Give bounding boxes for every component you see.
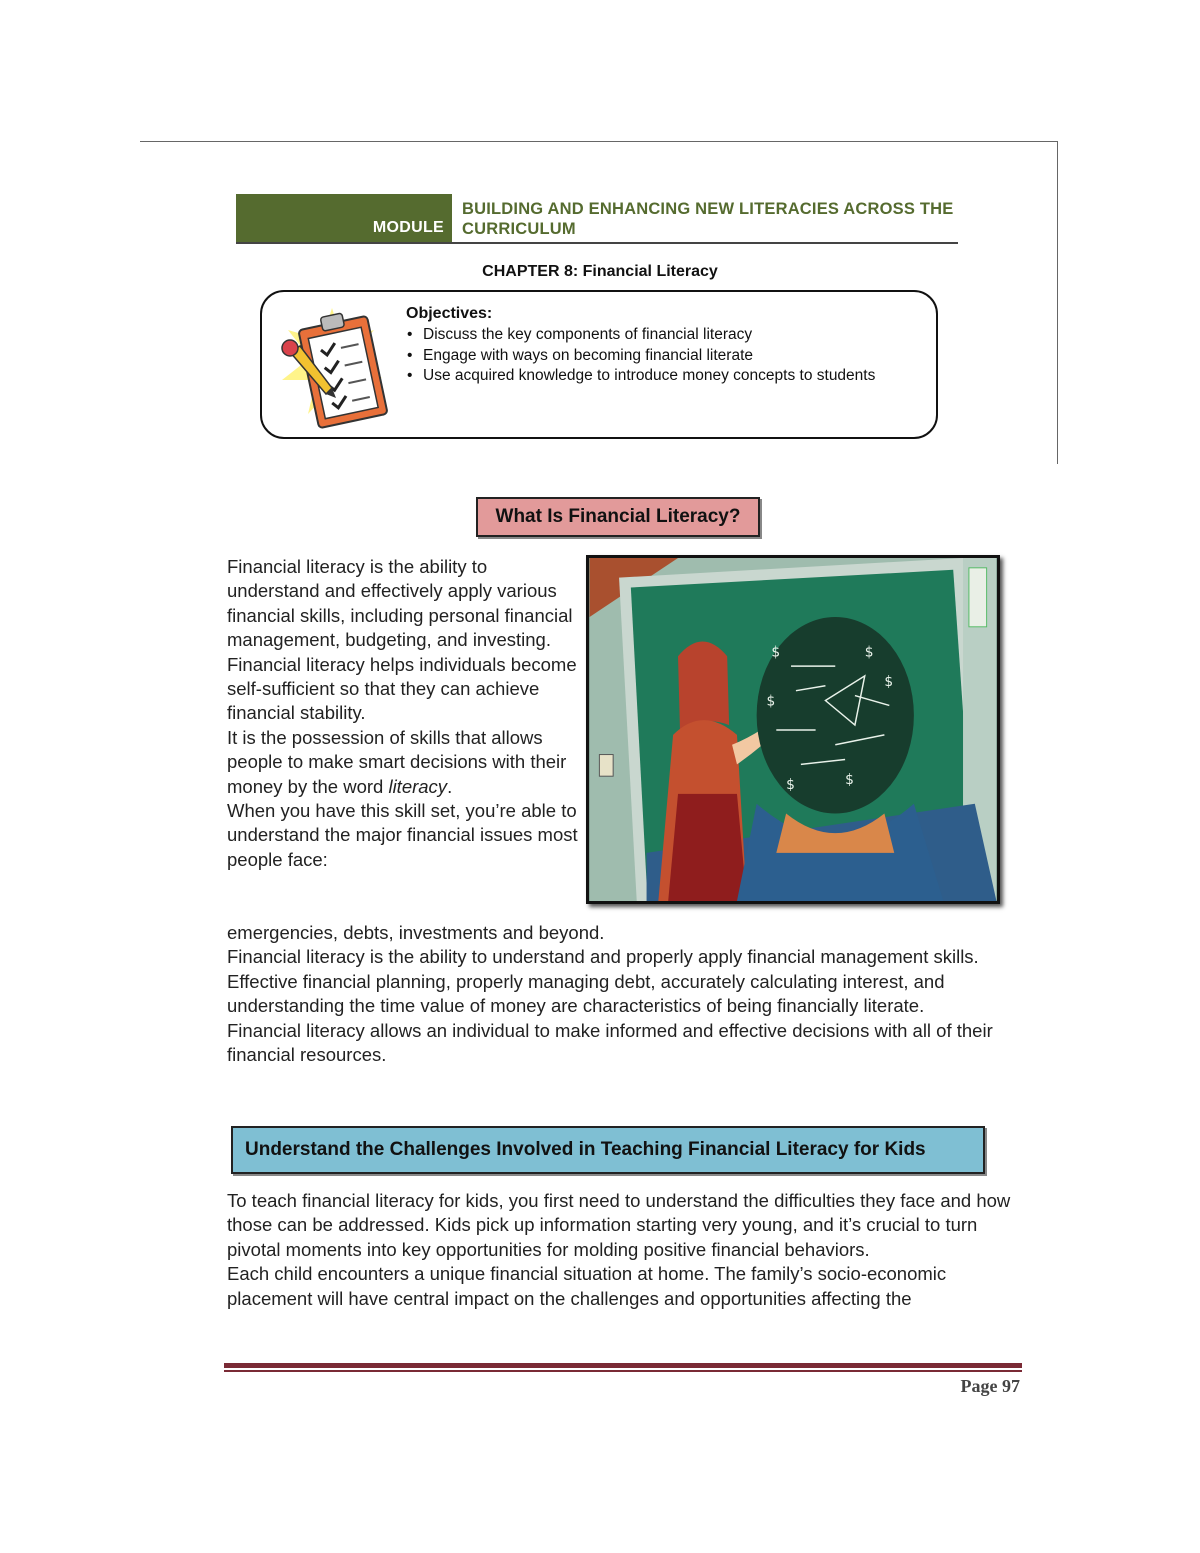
teacher-chalkboard-illustration <box>586 555 1000 904</box>
section-heading-what-is-financial-literacy: What Is Financial Literacy? <box>476 497 760 537</box>
paragraph: To teach financial literacy for kids, you first need to understand the difficulties they face and how those can be addressed. Kids pick up information starting very young, and it’s crucial to turn pivotal moments into key opportunities for molding positive financial behaviors. <box>227 1190 1011 1260</box>
paragraph: Financial literacy is the ability to understand and properly apply financial management skills. Effective financial planning, properly managing debt, accurately calculating interest, and understanding the time value of money are characteristics of being financially literate. <box>227 946 979 1017</box>
footer-rule <box>224 1363 1022 1368</box>
svg-text:$: $ <box>884 673 894 690</box>
paragraph: Each child encounters a unique financial situation at home. The family’s socio-economic placement will have central impact on the challenges and opportunities affecting the <box>227 1263 947 1309</box>
module-banner <box>236 194 452 242</box>
paragraph: emergencies, debts, investments and beyond. <box>227 922 605 943</box>
objectives-title: Objectives: <box>406 305 493 322</box>
objective-item: • Discuss the key components of financial literacy <box>406 325 896 346</box>
paragraph: Financial literacy is the ability to understand and effectively apply various financial skills, including personal financial management, budgeting, and investing. <box>227 556 573 651</box>
paragraph: It is the possession of skills that allows people to make smart decisions with their money by the word literacy. <box>227 726 567 797</box>
module-title: BUILDING AND ENHANCING NEW LITERACIES ACROSS THE CURRICULUM <box>462 200 954 238</box>
page-number: Page 97 <box>960 1376 1020 1396</box>
objective-item: • Use acquired knowledge to introduce money concepts to students <box>406 366 896 387</box>
svg-text:$: $ <box>845 772 854 789</box>
svg-text:$: $ <box>771 644 781 661</box>
paragraph: When you have this skill set, you’re able to understand the major financial issues most people face: <box>227 800 578 870</box>
footer-rule-thin <box>224 1370 1022 1372</box>
page-frame-right-line <box>1057 141 1058 464</box>
objectives-list <box>406 325 896 387</box>
chapter-number: CHAPTER 8: <box>482 263 579 280</box>
svg-text:$: $ <box>864 644 874 661</box>
chapter-name: Financial Literacy <box>582 263 718 280</box>
paragraph: Financial literacy helps individuals become self-sufficient so that they can achieve financial stability. <box>227 653 577 724</box>
objective-item: • Engage with ways on becoming financial literate <box>406 346 896 367</box>
page-frame-top-line <box>140 141 1058 142</box>
paragraph: Financial literacy allows an individual to make informed and effective decisions with all of their financial resources. <box>227 1019 993 1066</box>
module-label: MODULE <box>372 219 444 236</box>
main-paragraphs <box>227 921 1027 1067</box>
italic-word: literacy <box>388 775 448 797</box>
challenges-paragraphs <box>227 1189 1027 1311</box>
section-heading-teaching-challenges: Understand the Challenges Involved in Teaching Financial Literacy for Kids <box>231 1126 985 1174</box>
intro-paragraphs <box>227 555 579 872</box>
svg-text:$: $ <box>766 693 776 710</box>
svg-text:$: $ <box>786 776 795 793</box>
module-divider <box>236 242 958 244</box>
chapter-title <box>0 263 1200 281</box>
clipboard-checklist-icon <box>270 300 400 430</box>
